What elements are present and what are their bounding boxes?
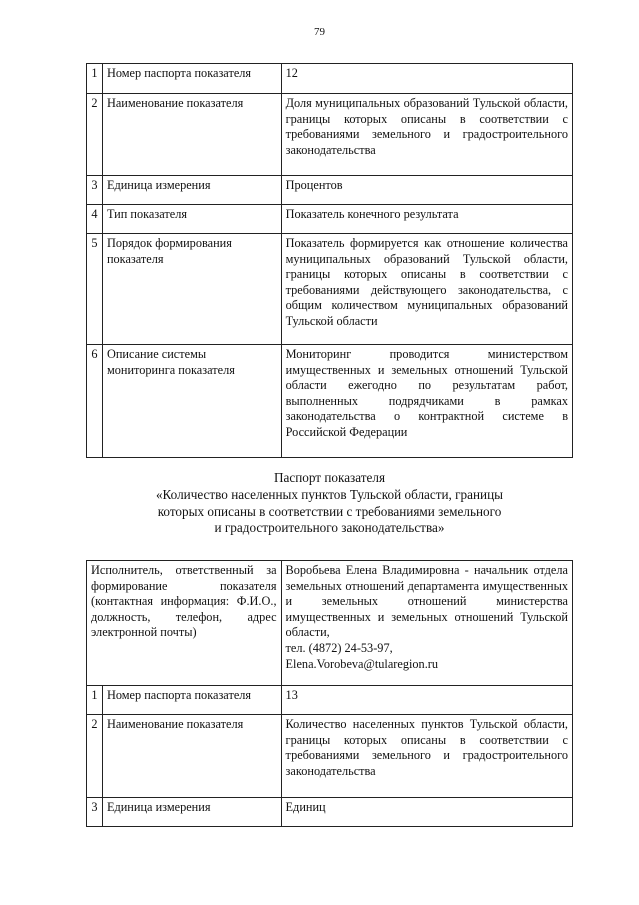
row-number: 6: [87, 345, 103, 458]
row-number: 5: [87, 234, 103, 345]
row-value: Мониторинг проводится министерством имущественных и земельных отношений Тульской области ежегодно по результатам работ, выполненных подрядчиками в рамках законодательства о контрактной системе в Российской Федерации: [281, 345, 572, 458]
row-value: Единиц: [281, 798, 572, 827]
row-value: Показатель формируется как отношение количества муниципальных образований Тульской области, границы которых описаны в соответствии с требованиями действующего законодательства, с общим количеством муниципальных образований Тульской области: [281, 234, 572, 345]
responsible-value: [281, 561, 572, 686]
table-row: [87, 205, 573, 234]
row-number: 3: [87, 176, 103, 205]
responsible-label: Исполнитель, ответственный за формирование показателя (контактная информация: Ф.И.О., должность, телефон, адрес электронной почты): [87, 561, 282, 686]
indicator-passport-table-13: [86, 560, 573, 827]
table-row: [87, 64, 573, 94]
table-row: [87, 345, 573, 458]
row-number: 1: [87, 64, 103, 94]
responsible-email: Elena.Vorobeva@tularegion.ru: [285, 656, 439, 671]
row-number: 2: [87, 715, 103, 798]
table-row: [87, 798, 573, 827]
passport-title-line: и градостроительного законодательства»: [214, 520, 445, 536]
row-label: Наименование показателя: [102, 94, 281, 176]
table-row: [87, 176, 573, 205]
row-value: 13: [281, 686, 572, 715]
table-row: [87, 94, 573, 176]
row-value: Процентов: [281, 176, 572, 205]
row-label: Единица измерения: [102, 176, 281, 205]
row-number: 3: [87, 798, 103, 827]
row-label: Единица измерения: [102, 798, 281, 827]
row-value: Показатель конечного результата: [281, 205, 572, 234]
table-row-responsible: [87, 561, 573, 686]
indicator-passport-table-12: [86, 63, 573, 458]
passport-title: [86, 470, 573, 537]
table-row: [87, 234, 573, 345]
row-label: Номер паспорта показателя: [102, 686, 281, 715]
row-label: Наименование показателя: [102, 715, 281, 798]
responsible-person: Воробьева Елена Владимировна - начальник отдела земельных отношений департамента имущественных и земельных отношений министерства имущественных и земельных отношений Тульской области,: [285, 563, 568, 640]
table-row: [87, 715, 573, 798]
row-label: Тип показателя: [102, 205, 281, 234]
passport-title-line: Паспорт показателя: [273, 470, 386, 485]
page-number: 79: [314, 26, 325, 38]
row-number: 1: [87, 686, 103, 715]
passport-title-line: «Количество населенных пунктов Тульской области, границы: [155, 486, 504, 502]
table-row: [87, 686, 573, 715]
row-label: Номер паспорта показателя: [102, 64, 281, 94]
row-value: 12: [281, 64, 572, 94]
responsible-phone: тел. (4872) 24-53-97,: [285, 640, 393, 655]
row-number: 2: [87, 94, 103, 176]
row-value: Количество населенных пунктов Тульской области, границы которых описаны в соответствии с требованиями земельного и градостроительного законодательства: [281, 715, 572, 798]
passport-title-line: которых описаны в соответствии с требованиями земельного: [157, 503, 502, 519]
row-value: Доля муниципальных образований Тульской области, границы которых описаны в соответствии с требованиями земельного и градостроительного законодательства: [281, 94, 572, 176]
row-number: 4: [87, 205, 103, 234]
row-label: Порядок формирования показателя: [102, 234, 281, 345]
row-label: Описание системы мониторинга показателя: [102, 345, 281, 458]
